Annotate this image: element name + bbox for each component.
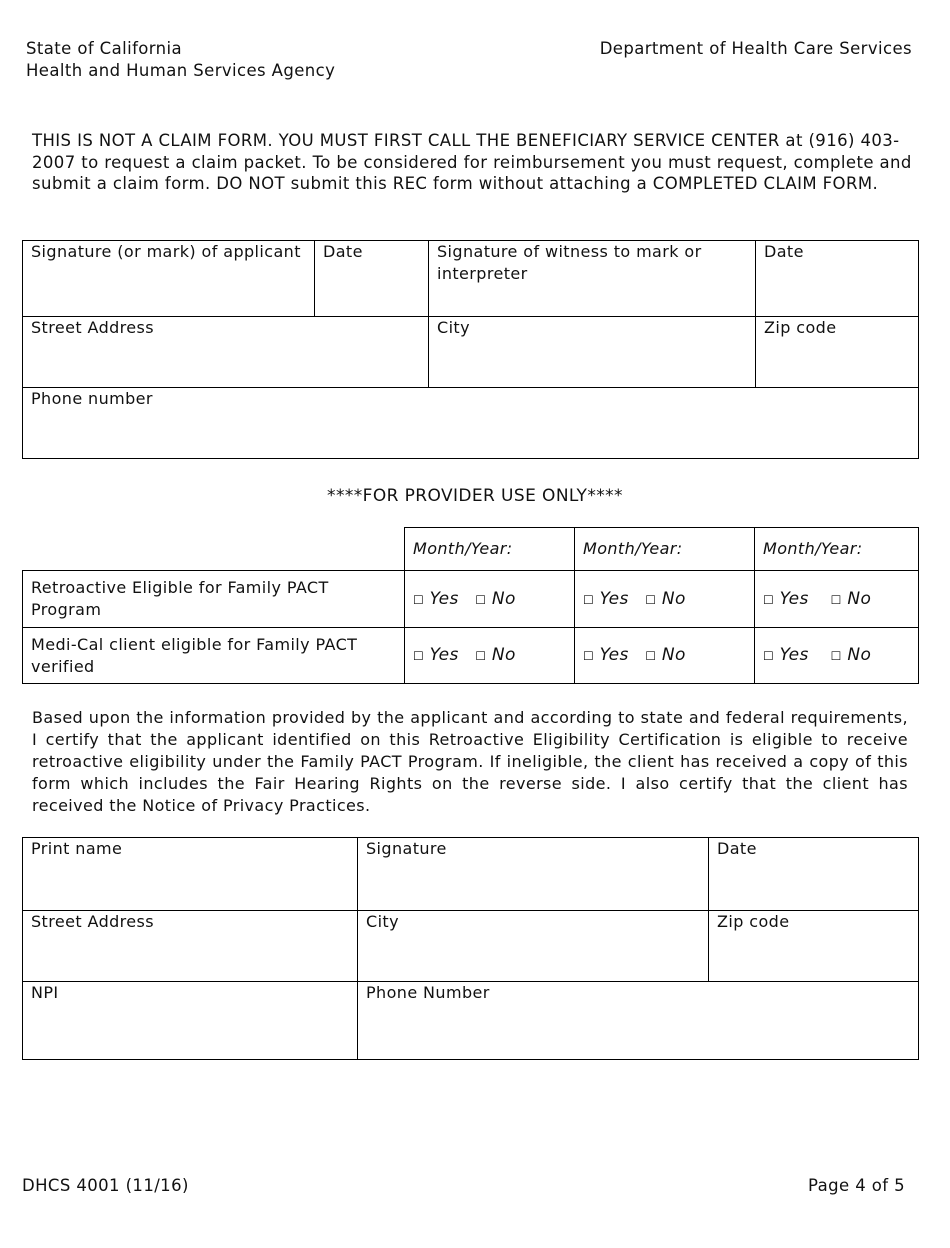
witness-signature-field[interactable]: Signature of witness to mark or interpreter	[429, 241, 756, 317]
month-year-2[interactable]: Month/Year:	[575, 528, 755, 571]
month-year-3[interactable]: Month/Year:	[755, 528, 919, 571]
state-name: State of California	[26, 39, 183, 58]
provider-date-field[interactable]: Date	[709, 838, 919, 911]
header-left	[26, 38, 335, 82]
no-label: No	[491, 588, 516, 609]
yes-no-cell	[755, 571, 919, 628]
provider-npi-field[interactable]: NPI	[23, 982, 358, 1060]
row-label-medical-verified: Medi-Cal client eligible for Family PACT verified	[23, 628, 405, 684]
yes-checkbox[interactable]: ☐	[583, 592, 595, 607]
yes-label: Yes	[779, 588, 809, 609]
yes-checkbox[interactable]: ☐	[583, 649, 595, 663]
applicant-city-field[interactable]: City	[429, 317, 756, 388]
yes-label: Yes	[599, 645, 629, 665]
applicant-phone-field[interactable]: Phone number	[23, 388, 919, 459]
no-checkbox[interactable]: ☐	[830, 592, 842, 607]
agency-name: Health and Human Services Agency	[26, 61, 336, 80]
no-label: No	[661, 588, 686, 609]
provider-zip-field[interactable]: Zip code	[709, 911, 919, 982]
provider-city-field[interactable]: City	[358, 911, 709, 982]
claim-notice: THIS IS NOT A CLAIM FORM. YOU MUST FIRST CALL THE BENEFICIARY SERVICE CENTER at (916) 403-2007 to request a claim packet. To be considered for reimbursement you must request, complete and submit a claim form. DO NOT submit this REC form without attaching a COMPLETED CLAIM FORM.	[32, 131, 912, 193]
provider-print-name-field[interactable]: Print name	[23, 838, 358, 911]
no-checkbox[interactable]: ☐	[475, 649, 487, 663]
no-label: No	[661, 645, 686, 665]
applicant-signature-field[interactable]: Signature (or mark) of applicant	[23, 241, 315, 317]
yes-label: Yes	[429, 588, 459, 609]
provider-eligibility-table	[22, 527, 919, 684]
yes-no-cell	[575, 628, 755, 684]
applicant-table	[22, 240, 919, 459]
yes-checkbox[interactable]: ☐	[413, 592, 425, 607]
table-corner	[23, 528, 405, 571]
yes-label: Yes	[599, 588, 629, 609]
provider-phone-field[interactable]: Phone Number	[358, 982, 919, 1060]
certification-statement: Based upon the information provided by the applicant and according to state and federal requirements, I certify that the applicant identified on this Retroactive Eligibility Certification is eligible to receive retroactive eligibility under the Family PACT Program. If ineligible, the client has received a copy of this form which includes the Fair Hearing Rights on the reverse side. I also certify that the client has received the Notice of Privacy Practices.	[32, 708, 908, 815]
no-label: No	[847, 588, 872, 609]
no-checkbox[interactable]: ☐	[830, 649, 842, 663]
yes-no-cell	[755, 628, 919, 684]
month-year-1[interactable]: Month/Year:	[405, 528, 575, 571]
form-id: DHCS 4001 (11/16)	[22, 1176, 189, 1195]
applicant-street-field[interactable]: Street Address	[23, 317, 429, 388]
applicant-date-field[interactable]: Date	[315, 241, 429, 317]
yes-checkbox[interactable]: ☐	[763, 649, 775, 663]
no-checkbox[interactable]: ☐	[645, 592, 657, 607]
no-checkbox[interactable]: ☐	[475, 592, 487, 607]
provider-street-field[interactable]: Street Address	[23, 911, 358, 982]
provider-signature-field[interactable]: Signature	[358, 838, 709, 911]
row-label-retroactive: Retroactive Eligible for Family PACT Program	[23, 571, 405, 628]
no-label: No	[847, 645, 872, 665]
yes-no-cell	[405, 628, 575, 684]
yes-label: Yes	[779, 645, 809, 665]
yes-no-cell	[575, 571, 755, 628]
page-number: Page 4 of 5	[808, 1176, 905, 1195]
yes-label: Yes	[429, 645, 459, 665]
provider-info-table	[22, 837, 919, 1060]
yes-checkbox[interactable]: ☐	[413, 649, 425, 663]
applicant-zip-field[interactable]: Zip code	[756, 317, 919, 388]
department-name: Department of Health Care Services	[599, 39, 912, 58]
witness-date-field[interactable]: Date	[756, 241, 919, 317]
no-label: No	[491, 645, 516, 665]
no-checkbox[interactable]: ☐	[645, 649, 657, 663]
provider-use-title: ****FOR PROVIDER USE ONLY****	[327, 486, 623, 506]
yes-no-cell	[405, 571, 575, 628]
yes-checkbox[interactable]: ☐	[763, 592, 775, 607]
